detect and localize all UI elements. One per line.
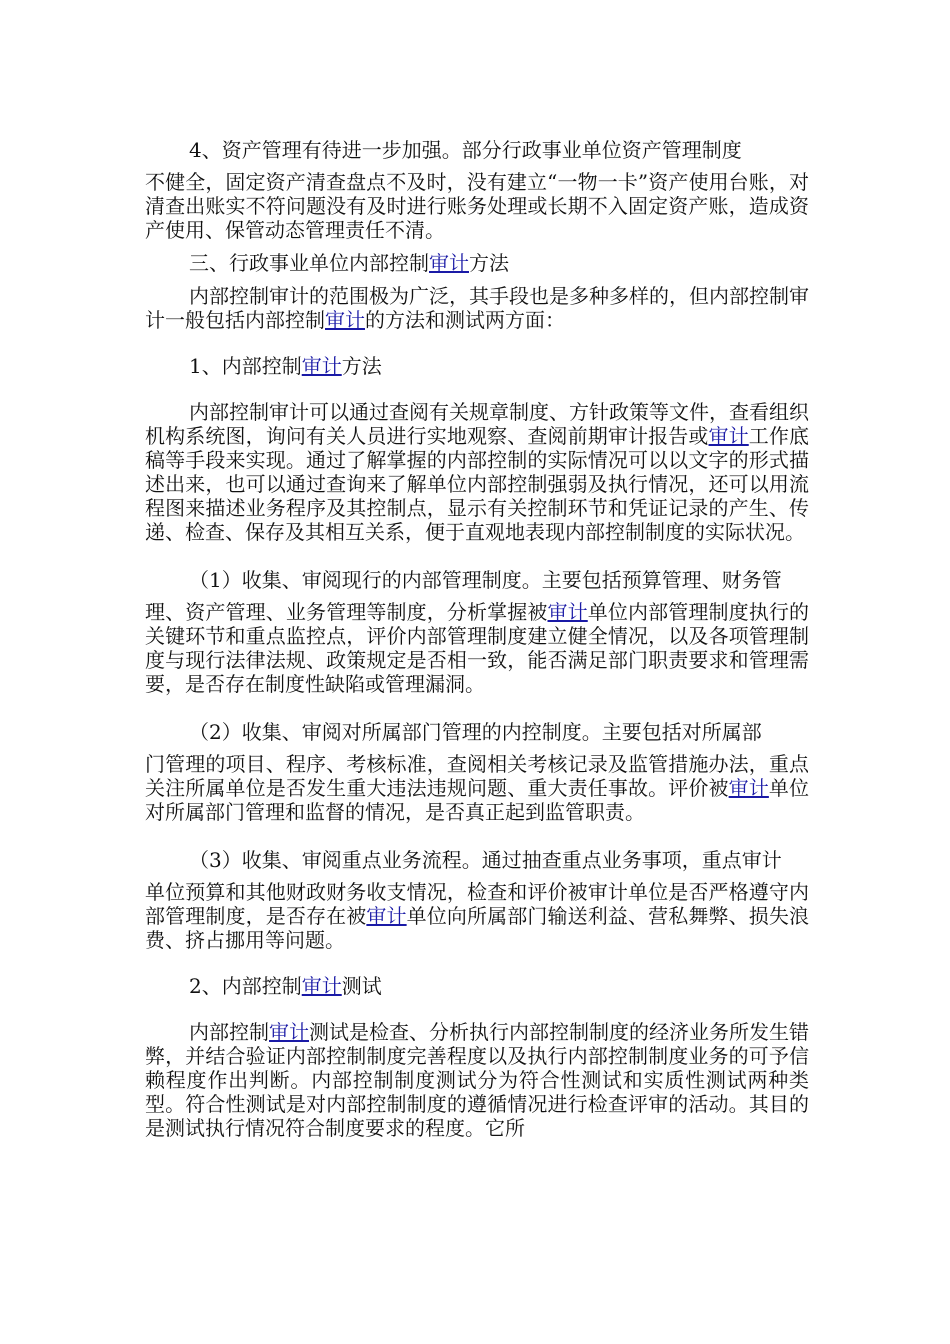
audit-link[interactable]: 审计: [269, 1020, 309, 1044]
document-page: [145, 130, 809, 1140]
paragraph-text: 单位对所属部门管理和监督的情况，是否真正起到监管职责。: [145, 776, 809, 824]
heading-text: 测试: [341, 974, 382, 998]
paragraph-first-line: 4、资产管理有待进一步加强。部分行政事业单位资产管理制度: [189, 138, 742, 162]
paragraph-audit-scope: [145, 284, 809, 332]
audit-link[interactable]: 审计: [429, 251, 469, 275]
audit-link[interactable]: 审计: [547, 600, 588, 624]
paragraph-text: 门管理的项目、程序、考核标准，查阅相关考核记录及监管措施办法，重点关注所属单位是否发生重大违法违规问题、重大责任事故。评价被: [145, 752, 809, 800]
paragraph-item-1: [145, 560, 809, 696]
section-heading-audit-methods: [145, 251, 809, 275]
heading-text: 方法: [341, 354, 382, 378]
paragraph-text: 单位预算和其他财政财务收支情况，检查和评价被审计单位是否严格遵守内部管理制度，是否存在被: [145, 880, 809, 928]
paragraph-audit-approach: [145, 400, 809, 544]
paragraph-text: 理、资产管理、业务管理等制度，分析掌握被: [145, 600, 548, 624]
paragraph-text: 内部控制审计可以通过查阅有关规章制度、方针政策等文件，查看组织机构系统图，询问有关人员进行实地观察、查阅前期审计报告或: [145, 400, 809, 448]
paragraph-first-line: （2）收集、审阅对所属部门管理的内控制度。主要包括对所属部: [189, 720, 762, 744]
audit-link[interactable]: 审计: [708, 424, 749, 448]
heading-text: 三、行政事业单位内部控制: [189, 251, 429, 275]
audit-link[interactable]: 审计: [728, 776, 769, 800]
heading-text: 1、内部控制: [189, 354, 302, 378]
paragraph-text: 内部控制审计的范围极为广泛，其手段也是多种多样的，但内部控制审计一般包括内部控制: [145, 284, 809, 332]
audit-link[interactable]: 审计: [325, 308, 365, 332]
paragraph-text: 不健全，固定资产清查盘点不及时，没有建立“一物一卡”资产使用台账，对清查出账实不符问题没有及时进行账务处理或长期不入固定资产账，造成资产使用、保管动态管理责任不清。: [145, 170, 809, 242]
audit-link[interactable]: 审计: [301, 354, 342, 378]
subheading-control-audit-testing: [145, 974, 809, 998]
heading-text: 2、内部控制: [189, 974, 302, 998]
audit-link[interactable]: 审计: [366, 904, 407, 928]
audit-link[interactable]: 审计: [301, 974, 342, 998]
paragraph-item-2: [145, 712, 809, 824]
paragraph-item-3: [145, 840, 809, 952]
paragraph-text: 工作底稿等手段来实现。通过了解掌握的内部控制的实际情况可以以文字的形式描述出来，也可以通过查询来了解单位内部控制强弱及执行情况，还可以用流程图来描述业务程序及其控制点，显示有关控制环节和凭证记录的产生、传递、检查、保存及其相互关系，便于直观地表现内部控制制度的实际状况。: [145, 424, 809, 544]
paragraph-text: 内部控制: [189, 1020, 269, 1044]
paragraph-text: 单位内部管理制度执行的关键环节和重点监控点，评价内部管理制度建立健全情况，以及各项管理制度与现行法律法规、政策规定是否相一致，能否满足部门职责要求和管理需要，是否存在制度性缺陷或管理漏洞。: [145, 600, 809, 696]
paragraph-first-line: （1）收集、审阅现行的内部管理制度。主要包括预算管理、财务管: [189, 568, 782, 592]
paragraph-text: 测试是检查、分析执行内部控制制度的经济业务所发生错弊，并结合验证内部控制制度完善程度以及执行内部控制制度业务的可予信赖程度作出判断。内部控制制度测试分为符合性测试和实质性测试两种类型。符合性测试是对内部控制制度的遵循情况进行检查评审的活动。其目的是测试执行情况符合制度要求的程度。它所: [145, 1020, 809, 1140]
paragraph-text: 的方法和测试两方面：: [365, 308, 565, 332]
paragraph-first-line: （3）收集、审阅重点业务流程。通过抽查重点业务事项，重点审计: [189, 848, 782, 872]
paragraph-asset-management: [145, 130, 809, 242]
paragraph-text: 单位向所属部门输送利益、营私舞弊、损失浪费、挤占挪用等问题。: [145, 904, 809, 952]
paragraph-testing-description: [145, 1020, 809, 1140]
heading-text: 方法: [469, 251, 509, 275]
subheading-control-audit-methods: [145, 354, 809, 378]
